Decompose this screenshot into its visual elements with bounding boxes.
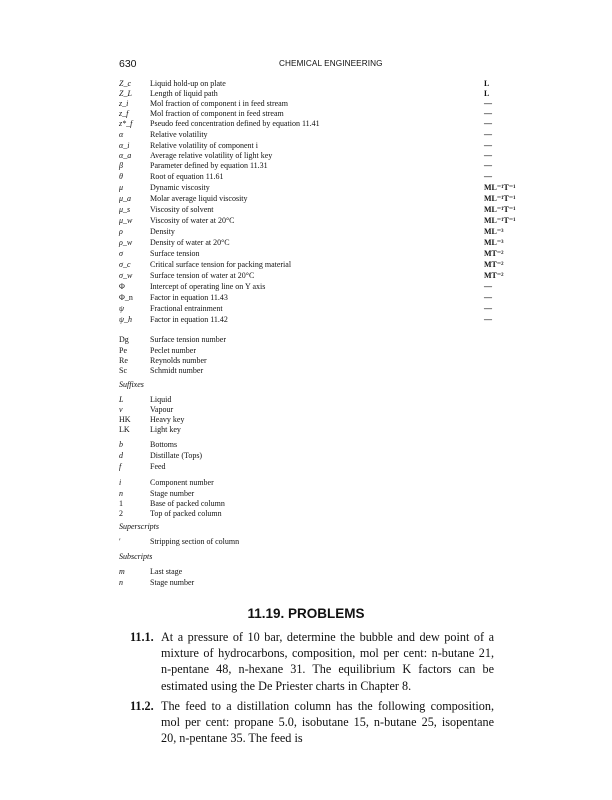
symbol: μ_w bbox=[119, 216, 133, 225]
description: Factor in equation 11.43 bbox=[150, 293, 228, 302]
symbol: α_i bbox=[119, 141, 130, 150]
unit: — bbox=[484, 130, 492, 139]
description: Critical surface tension for packing material bbox=[150, 260, 292, 269]
description: Bottoms bbox=[150, 440, 178, 449]
page-number: 630 bbox=[119, 58, 137, 70]
page-header bbox=[119, 58, 493, 72]
description: Factor in equation 11.42 bbox=[150, 315, 228, 324]
symbol: ψ bbox=[119, 304, 124, 313]
problem-item bbox=[130, 629, 494, 694]
unit: L bbox=[484, 79, 490, 88]
symbol: α_a bbox=[119, 151, 132, 160]
symbol: ψ_h bbox=[119, 315, 132, 324]
symbol: ρ_w bbox=[119, 238, 133, 247]
unit: — bbox=[484, 119, 492, 128]
description: Viscosity of solvent bbox=[150, 205, 214, 214]
symbol: HK bbox=[119, 415, 131, 424]
unit: ML⁻³ bbox=[484, 227, 504, 236]
description: Schmidt number bbox=[150, 366, 204, 375]
description: Surface tension of water at 20°C bbox=[150, 271, 255, 280]
description: Fractional entrainment bbox=[150, 304, 223, 313]
symbol: z_i bbox=[119, 99, 129, 108]
description: Feed bbox=[150, 462, 166, 471]
symbol: σ bbox=[119, 249, 123, 258]
description: Liquid bbox=[150, 395, 172, 404]
problem-item bbox=[130, 698, 494, 747]
symbol: z*_f bbox=[119, 119, 133, 128]
symbol: Sc bbox=[119, 366, 127, 375]
description: Stage number bbox=[150, 489, 195, 498]
description: Viscosity of water at 20°C bbox=[150, 216, 235, 225]
description: Relative volatility bbox=[150, 130, 208, 139]
description: Vapour bbox=[150, 405, 174, 414]
description: Base of packed column bbox=[150, 499, 225, 508]
description: Pseudo feed concentration defined by equation 11.41 bbox=[150, 119, 320, 128]
symbol: θ bbox=[119, 172, 123, 181]
unit: — bbox=[484, 172, 492, 181]
problem-number: 11.1. bbox=[130, 630, 154, 644]
symbol: L bbox=[119, 395, 124, 404]
symbol: d bbox=[119, 451, 123, 460]
description: Heavy key bbox=[150, 415, 185, 424]
symbol: m bbox=[119, 567, 125, 576]
description: Mol fraction of component in feed stream bbox=[150, 109, 284, 118]
problems-title: 11.19. PROBLEMS bbox=[247, 606, 365, 621]
description: Stage number bbox=[150, 578, 195, 587]
unit: L bbox=[484, 89, 490, 98]
symbol: Φ_n bbox=[119, 293, 133, 302]
description: Last stage bbox=[150, 567, 183, 576]
description: Component number bbox=[150, 478, 214, 487]
description: Distillate (Tops) bbox=[150, 451, 203, 460]
symbol: Dg bbox=[119, 335, 129, 344]
symbol: i bbox=[119, 478, 122, 487]
description: Intercept of operating line on Y axis bbox=[150, 282, 266, 291]
symbol: β bbox=[119, 161, 123, 170]
section-heading: Subscripts bbox=[119, 552, 153, 561]
description: Surface tension number bbox=[150, 335, 226, 344]
unit: — bbox=[484, 99, 492, 108]
symbol: μ_a bbox=[119, 194, 132, 203]
symbol: n bbox=[119, 578, 123, 587]
symbol: Z_L bbox=[119, 89, 132, 98]
unit: MT⁻² bbox=[484, 260, 504, 269]
description: Density of water at 20°C bbox=[150, 238, 230, 247]
description: Parameter defined by equation 11.31 bbox=[150, 161, 268, 170]
description: Root of equation 11.61 bbox=[150, 172, 224, 181]
problem-text: At a pressure of 10 bar, determine the bubble and dew point of a mixture of hydrocarbons, composition, mol per cent: n-butane 21, n-pentane 48, n-hexane 31. The equilibrium K factors can be estimated using the De Priester charts in Chapter 8. bbox=[161, 630, 494, 693]
symbol: μ_s bbox=[119, 205, 131, 214]
symbol: b bbox=[119, 440, 123, 449]
description: Relative volatility of component i bbox=[150, 141, 258, 150]
section-heading: Superscripts bbox=[119, 522, 159, 531]
symbol: Φ bbox=[119, 282, 125, 291]
symbol: v bbox=[119, 405, 123, 414]
symbol: Re bbox=[119, 356, 128, 365]
unit: — bbox=[484, 141, 492, 150]
section-heading: Suffixes bbox=[119, 380, 144, 389]
unit: — bbox=[484, 293, 492, 302]
unit: ML⁻³ bbox=[484, 238, 504, 247]
unit: MT⁻² bbox=[484, 271, 504, 280]
unit: — bbox=[484, 282, 492, 291]
unit: ML⁻¹T⁻¹ bbox=[484, 194, 516, 203]
symbol: 2 bbox=[119, 509, 123, 518]
unit: ML⁻¹T⁻¹ bbox=[484, 216, 516, 225]
description: Dynamic viscosity bbox=[150, 183, 210, 192]
unit: — bbox=[484, 161, 492, 170]
symbol: z_f bbox=[119, 109, 129, 118]
unit: ML⁻¹T⁻¹ bbox=[484, 183, 516, 192]
symbol: LK bbox=[119, 425, 130, 434]
symbol: 1 bbox=[119, 499, 123, 508]
symbol: μ bbox=[119, 183, 124, 192]
description: Top of packed column bbox=[150, 509, 222, 518]
description: Density bbox=[150, 227, 175, 236]
symbol: α bbox=[119, 130, 124, 139]
symbol: ′ bbox=[119, 537, 121, 546]
symbol: Z_c bbox=[119, 79, 131, 88]
unit: — bbox=[484, 304, 492, 313]
problem-text: The feed to a distillation column has the following composition, mol per cent: propane 5.0, isobutane 15, n-butane 25, isopentane 20, n-pentane 35. The feed is bbox=[161, 699, 494, 746]
problem-number: 11.2. bbox=[130, 699, 154, 713]
symbol: σ_c bbox=[119, 260, 131, 269]
unit: MT⁻² bbox=[484, 249, 504, 258]
description: Peclet number bbox=[150, 346, 196, 355]
symbol: f bbox=[119, 462, 122, 471]
description: Liquid hold-up on plate bbox=[150, 79, 226, 88]
description: Reynolds number bbox=[150, 356, 207, 365]
description: Length of liquid path bbox=[150, 89, 218, 98]
description: Light key bbox=[150, 425, 181, 434]
description: Mol fraction of component i in feed stream bbox=[150, 99, 288, 108]
description: Molar average liquid viscosity bbox=[150, 194, 248, 203]
symbol: n bbox=[119, 489, 123, 498]
unit: ML⁻¹T⁻¹ bbox=[484, 205, 516, 214]
symbol: ρ bbox=[119, 227, 123, 236]
description: Stripping section of column bbox=[150, 537, 240, 546]
running-head: CHEMICAL ENGINEERING bbox=[279, 59, 383, 68]
symbol: Pe bbox=[119, 346, 127, 355]
unit: — bbox=[484, 151, 492, 160]
description: Average relative volatility of light key bbox=[150, 151, 273, 160]
unit: — bbox=[484, 109, 492, 118]
description: Surface tension bbox=[150, 249, 200, 258]
symbol: σ_w bbox=[119, 271, 133, 280]
unit: — bbox=[484, 315, 492, 324]
